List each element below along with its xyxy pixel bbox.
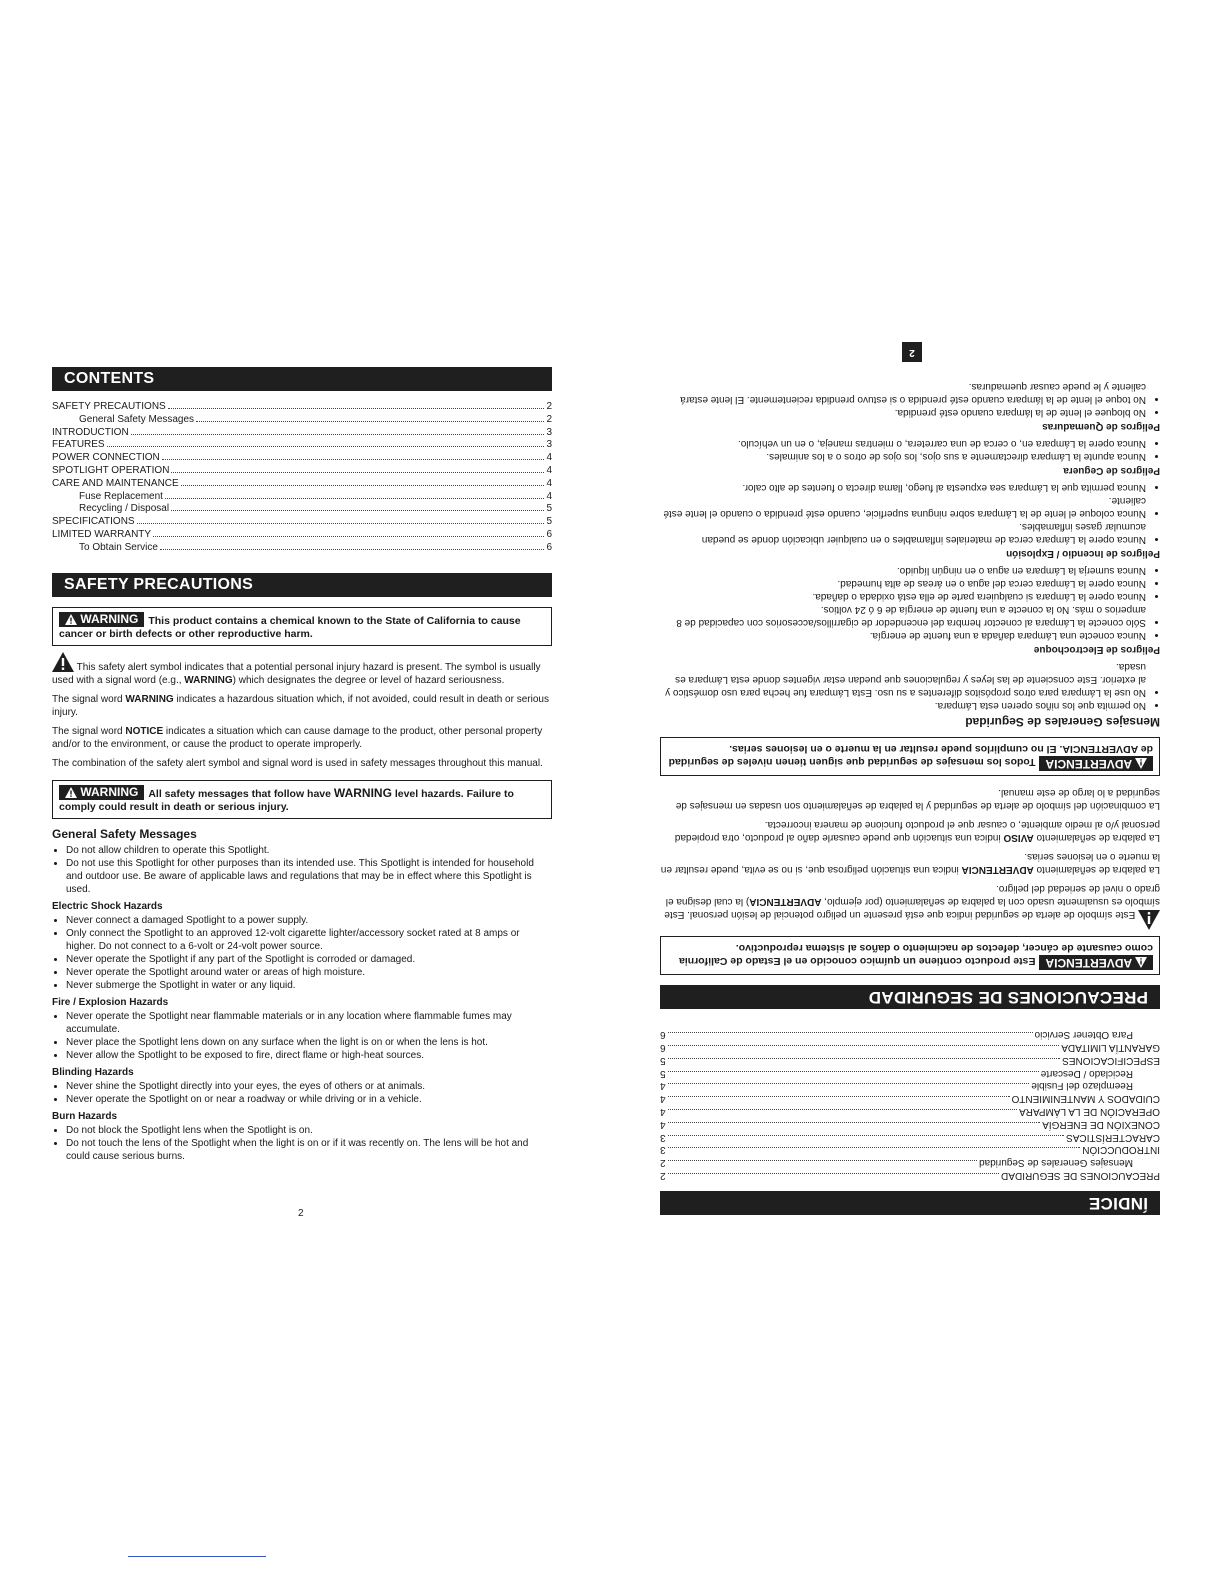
toc-entry-label: SPECIFICATIONS <box>52 516 135 528</box>
todos-word: ADVERTENCIA <box>1062 743 1139 756</box>
toc-leader-dots <box>181 485 545 486</box>
senal-advertencia-word: ADVERTENCIA <box>961 864 1034 876</box>
toc-entry-page: 3 <box>546 426 552 438</box>
toc-entry[interactable] <box>52 452 552 465</box>
alerta-text-2: ) la cual designa el grado o nivel de seriedad del peligro. <box>665 883 1160 908</box>
toc-entry-label: SAFETY PRECAUTIONS <box>52 401 166 412</box>
toc-leader-dots <box>668 1147 1081 1148</box>
link-underline <box>128 1556 266 1557</box>
alert-triangle-icon <box>1135 957 1147 968</box>
toc-entry-page: 6 <box>660 1029 666 1041</box>
toc-entry-page: 5 <box>546 503 552 515</box>
list-item: • No bloquee el lente de la lámpara cuando esté prendida. <box>660 406 1146 419</box>
toc-entry-label: ESPECIFICACIONES <box>1062 1054 1160 1066</box>
list-item: • Never allow the Spotlight to be exposed to fire, direct flame or high-heat sources. <box>66 1049 552 1062</box>
list-item: • Nunca sumerja la Lámpara en agua o en ningún líquido. <box>660 564 1146 577</box>
list-item: • Do not allow children to operate this Spotlight. <box>66 844 552 857</box>
list-item: • Nunca opere la Lámpara cerca del agua o en áreas de alta humedad. <box>660 577 1146 590</box>
alert-symbol-word: WARNING <box>184 674 233 686</box>
toc-entry[interactable] <box>52 427 552 440</box>
toc-leader-dots <box>153 536 544 537</box>
toc-entry-page: 4 <box>546 490 552 502</box>
toc-entry[interactable] <box>660 1091 1160 1104</box>
toc-entry-label: Mensajes Generales de Seguridad <box>979 1157 1133 1169</box>
toc-entry[interactable] <box>660 1168 1160 1181</box>
toc-leader-dots <box>668 1122 1041 1123</box>
toc-leader-dots <box>668 1071 1039 1072</box>
toc-entry-page: 6 <box>546 541 552 553</box>
toc-leader-dots <box>668 1083 1030 1084</box>
toc-entry-label: Fuse Replacement <box>79 490 163 502</box>
general-safety-title: General Safety Messages <box>52 826 197 841</box>
senal-advertencia-paragraph <box>660 850 1160 876</box>
warning-badge <box>59 785 144 800</box>
safety-alert-symbol-icon <box>52 652 74 672</box>
toc-entry-page: 6 <box>660 1042 666 1054</box>
toc-entry-page: 2 <box>546 401 552 412</box>
alert-symbol-text-2: ) which designates the degree or level of hazard seriousness. <box>232 674 505 686</box>
toc-entry-page: 5 <box>660 1054 666 1066</box>
fire-explosion-title: Fire / Explosion Hazards <box>52 996 169 1008</box>
toc-entry-page: 3 <box>660 1131 666 1143</box>
toc-entry-label: CONEXIÓN DE ENERGÍA <box>1042 1118 1160 1130</box>
list-item: • Never shine the Spotlight directly into your eyes, the eyes of others or at animals. <box>66 1080 552 1093</box>
toc-leader-dots <box>171 510 544 511</box>
page-number: 2 <box>298 1208 304 1219</box>
signal-warning-word: WARNING <box>125 693 174 705</box>
list-item: • Nunca opere la Lámpara cerca de materiales inflamables o en cualquier ubicación donde se puedan acumular gases inflamables. <box>660 520 1146 546</box>
toc-leader-dots <box>168 408 545 409</box>
warning2-word: WARNING <box>333 785 392 800</box>
burn-title: Burn Hazards <box>52 1110 118 1122</box>
toc-entry[interactable] <box>660 1027 1160 1040</box>
todos-mensajes-box <box>660 737 1160 776</box>
toc-entry-label: LIMITED WARRANTY <box>52 528 152 540</box>
list-item: • Never submerge the Spotlight in water or any liquid. <box>66 979 552 992</box>
burn-list <box>52 1124 552 1163</box>
electrochoque-list <box>660 564 1160 642</box>
list-item: • Never operate the Spotlight if any part of the Spotlight is corroded or damaged. <box>66 953 552 966</box>
toc-leader-dots <box>668 1135 1065 1136</box>
toc-entry-page: 5 <box>660 1067 666 1079</box>
toc-entry-label: OPERACIÓN DE LA LÁMPARA <box>1019 1106 1160 1118</box>
page-number-box: 2 <box>902 342 922 362</box>
senal-aviso-paragraph <box>660 818 1160 844</box>
incendio-title: Peligros de Incendio / Explosión <box>1006 548 1160 560</box>
toc-entry[interactable] <box>660 1040 1160 1053</box>
senal-aviso-text-2: indica una situación que puede causarle daño al producto, otra propiedad personal y/o al medio ambiente, o causar que el producto funcione de manera incorrecta. <box>674 819 1160 844</box>
toc-entry-label: CARACTERÍSTICAS <box>1066 1131 1160 1143</box>
toc-leader-dots <box>107 446 545 447</box>
indice-header: ÍNDICE <box>660 1191 1160 1215</box>
toc-entry[interactable] <box>660 1155 1160 1168</box>
safety-alert-symbol-icon <box>1138 910 1160 930</box>
toc-entry[interactable] <box>660 1079 1160 1092</box>
blinding-list <box>52 1080 552 1106</box>
signal-warning-text-1: The signal word <box>52 693 126 705</box>
list-item: • Nunca conecte una Lámpara dañada a una fuente de energía. <box>660 629 1146 642</box>
toc-entry[interactable] <box>52 529 552 542</box>
warning-badge-label: WARNING <box>80 611 139 626</box>
toc-entry-label: INTRODUCCIÓN <box>1082 1144 1160 1156</box>
toc-entry-label: Para Obtener Servicio <box>1034 1029 1133 1041</box>
toc-entry-label: Reemplazo del Fusible <box>1031 1080 1133 1092</box>
toc-leader-dots <box>668 1109 1017 1110</box>
list-item: • Never connect a damaged Spotlight to a power supply. <box>66 914 552 927</box>
list-item: • Nunca permita que la Lámpara sea expuesta al fuego, llama directa o fuentes de alto calor. <box>660 481 1146 494</box>
toc-entry-label: PRECAUCIONES DE SEGURIDAD <box>1001 1170 1160 1181</box>
toc-leader-dots <box>162 459 545 460</box>
toc-leader-dots <box>131 434 545 435</box>
toc-entry-page: 4 <box>546 477 552 489</box>
list-item: • Never place the Spotlight lens down on any surface when the light is on or when the lens is hot. <box>66 1036 552 1049</box>
list-item: • Do not use this Spotlight for other purposes than its intended use. This Spotlight is intended for household and outdoor use. Be aware of applicable laws and regulations that may be in effect where this Spotlight is used. <box>66 857 552 896</box>
senal-aviso-text-1: La palabra de señalamiento <box>1033 832 1160 844</box>
toc-entry[interactable] <box>52 542 552 555</box>
toc-entry-label: Reciclado / Descarte <box>1040 1067 1133 1079</box>
toc-entry-page: 3 <box>546 439 552 451</box>
toc-entry-label: INTRODUCTION <box>52 426 129 438</box>
signal-notice-text-2: indicates a situation which can cause damage to the product, other personal property and/or to the environment, or cause the product to operate improperly. <box>52 725 543 750</box>
warning-badge-label: WARNING <box>80 784 139 799</box>
fire-explosion-list <box>52 1010 552 1062</box>
alerta-text-1: Este símbolo de alerta de seguridad indica que está presente un peligro potencial de lesión personal. Este símbolo es usualmente usado con la palabra de señalamiento (por ejemplo, <box>664 896 1160 921</box>
senal-advertencia-text-1: La palabra de señalamiento <box>1033 864 1160 876</box>
toc-entry[interactable] <box>52 465 552 478</box>
list-item: • No use la Lámpara para otros propósitos diferentes a su uso. Esta Lámpara fue hecha para uso doméstico y al exterior. Este consciente de las leyes y regulaciones que puedan estar vigentes donde esta Lámpara es usada. <box>660 660 1146 699</box>
alert-triangle-icon <box>1135 758 1147 769</box>
toc-entry-label: To Obtain Service <box>79 541 158 553</box>
california-advertencia-text: Este producto contiene un químico conocido en el Estado de California como causante de cáncer, defectos de nacimiento o daños al sistema reproductivo. <box>678 942 1153 968</box>
toc-entry-page: 4 <box>660 1118 666 1130</box>
toc-entry-label: POWER CONNECTION <box>52 452 160 464</box>
toc-entry-label: CUIDADOS Y MANTENIMIENTO <box>1011 1093 1160 1105</box>
toc-entry-page: 5 <box>546 516 552 528</box>
combinacion-paragraph: La combinación del símbolo de alerta de seguridad y la palabra de señalamiento son usadas en mensajes de seguridad a lo largo de este manual. <box>675 787 1160 812</box>
toc-entry-page: 3 <box>660 1144 666 1156</box>
warning2-text-2: level hazards. Failure to comply could result in death or serious injury. <box>59 787 514 813</box>
list-item: • Never operate the Spotlight around water or areas of high moisture. <box>66 966 552 979</box>
list-item: • No permita que los niños operen esta Lámpara. <box>660 699 1146 712</box>
california-warning-text: This product contains a chemical known to the State of California to cause cancer or birth defects or other reproductive harm. <box>59 614 521 640</box>
toc-entry-page: 2 <box>546 413 552 425</box>
toc-leader-dots <box>668 1058 1061 1059</box>
toc-entry-page: 4 <box>546 452 552 464</box>
toc-entry[interactable] <box>52 414 552 427</box>
toc-leader-dots <box>196 421 544 422</box>
quemaduras-list <box>660 380 1160 419</box>
toc-leader-dots <box>668 1096 1010 1097</box>
toc-entry-page: 6 <box>546 528 552 540</box>
warning-badge <box>59 612 144 627</box>
toc-entry-page: 2 <box>660 1170 666 1181</box>
advertencia-badge <box>1039 756 1153 771</box>
toc-leader-dots <box>165 498 545 499</box>
alert-triangle-icon <box>65 787 77 798</box>
electric-shock-list <box>52 914 552 992</box>
toc-entry-label: SPOTLIGHT OPERATION <box>52 464 170 476</box>
indice-table <box>660 1027 1160 1181</box>
combination-paragraph: The combination of the safety alert symbol and signal word is used in safety messages throughout this manual. <box>52 757 543 769</box>
toc-entry[interactable] <box>660 1066 1160 1079</box>
electric-shock-title: Electric Shock Hazards <box>52 900 163 912</box>
incendio-list <box>660 481 1160 546</box>
toc-entry[interactable] <box>660 1143 1160 1156</box>
spanish-page-rotated <box>660 345 1160 1215</box>
list-item: • No toque el lente de la lámpara cuando esté prendida o si estuvo prendida recientemente. El lente estará caliente y le puede causar quemaduras. <box>660 380 1146 406</box>
alert-symbol-text-1: This safety alert symbol indicates that a potential personal injury hazard is present. The symbol is usually used with a signal word (e.g., <box>52 661 541 686</box>
california-advertencia-box <box>660 936 1160 975</box>
list-item: • Nunca apunte la Lámpara directamente a sus ojos, los ojos de otros o a los animales. <box>660 450 1146 463</box>
california-warning-box <box>52 607 552 646</box>
toc-entry-label: FEATURES <box>52 439 105 451</box>
list-item: • Never operate the Spotlight on or near a roadway or while driving or in a vehicle. <box>66 1093 552 1106</box>
ceguera-list <box>660 437 1160 463</box>
toc-entry-page: 4 <box>660 1106 666 1118</box>
signal-notice-paragraph <box>52 725 552 751</box>
toc-entry[interactable] <box>52 491 552 504</box>
alerta-paragraph <box>660 882 1160 930</box>
toc-leader-dots <box>137 523 545 524</box>
alerta-word: ADVERTENCIA <box>749 896 822 908</box>
list-item: • Only connect the Spotlight to an approved 12-volt cigarette lighter/accessory socket rated at 8 amps or higher. Do not connect to a 6-volt or 24-volt power source. <box>66 927 552 953</box>
contents-header: CONTENTS <box>52 367 552 391</box>
alert-triangle-icon <box>65 614 77 625</box>
toc-entry[interactable] <box>52 516 552 529</box>
all-messages-warning-box <box>52 780 552 819</box>
blinding-title: Blinding Hazards <box>52 1066 134 1078</box>
signal-warning-text-2: indicates a hazardous situation which, if not avoided, could result in death or serious injury. <box>52 693 549 718</box>
alert-symbol-paragraph <box>52 652 552 687</box>
toc-entry-label: General Safety Messages <box>79 413 195 425</box>
toc-entry[interactable] <box>52 439 552 452</box>
english-page <box>52 367 552 1163</box>
list-item: • Sólo conecte la Lámpara al conector hembra del encendedor de cigarrillos/accesorios con capacidad de 8 amperios o más. No la conecte a una fuente de energía de 6 ó 24 voltios. <box>660 603 1146 629</box>
toc-entry-page: 4 <box>660 1093 666 1105</box>
list-item: • Do not touch the lens of the Spotlight when the light is on or if it was recently on. The lens will be hot and could cause serious burns. <box>66 1137 552 1163</box>
toc-entry[interactable] <box>660 1053 1160 1066</box>
toc-leader-dots <box>668 1173 1000 1174</box>
toc-leader-dots <box>668 1160 977 1161</box>
signal-warning-paragraph <box>52 693 552 719</box>
warning2-text-1: All safety messages that follow have <box>148 787 334 800</box>
todos-text-2: . El no cumplirlos puede resultar en la muerte o en lesiones serias. <box>729 743 1063 756</box>
general-safety-list <box>52 844 552 896</box>
list-item: • Do not block the Spotlight lens when the Spotlight is on. <box>66 1124 552 1137</box>
list-item: • Never operate the Spotlight near flammable materials or in any location where flammable fumes may accumulate. <box>66 1010 552 1036</box>
toc-leader-dots <box>171 472 544 473</box>
toc-entry-label: Recycling / Disposal <box>79 503 170 515</box>
signal-notice-text-1: The signal word <box>52 725 126 737</box>
precauciones-header: PRECAUCIONES DE SEGURIDAD <box>660 985 1160 1009</box>
toc-entry-page: 2 <box>660 1157 666 1169</box>
toc-leader-dots <box>668 1045 1060 1046</box>
toc-entry[interactable] <box>660 1104 1160 1117</box>
list-item: • Nunca coloque el lente de la Lámpara sobre ninguna superficie, cuando esté prendida o cuando el lente esté caliente. <box>660 494 1146 520</box>
quemaduras-title: Peligros de Quemaduras <box>1042 421 1160 433</box>
ceguera-title: Peligros de Ceguera <box>1063 465 1160 477</box>
advertencia-badge-label: ADVERTENCIA <box>1045 757 1133 772</box>
toc-entry[interactable] <box>52 503 552 516</box>
toc-entry-page: 4 <box>660 1080 666 1092</box>
toc-leader-dots <box>160 549 545 550</box>
electrochoque-title: Peligros de Electrochoque <box>1033 644 1160 656</box>
signal-notice-word: NOTICE <box>125 725 164 737</box>
toc-entry[interactable] <box>660 1130 1160 1143</box>
toc-entry-label: GARANTÍA LIMITADA <box>1061 1042 1160 1054</box>
safety-precautions-header: SAFETY PRECAUTIONS <box>52 573 552 597</box>
toc-entry[interactable] <box>52 478 552 491</box>
senal-aviso-word: AVISO <box>1003 832 1034 844</box>
toc-entry[interactable] <box>660 1117 1160 1130</box>
list-item: • Nunca opere la Lámpara en, o cerca de una carretera, o mientras maneja, o en un vehículo. <box>660 437 1146 450</box>
todos-text-1: Todos los mensajes de seguridad que siguen tienen niveles de seguridad de <box>668 743 1153 769</box>
table-of-contents <box>52 401 552 555</box>
mensajes-generales-title: Mensajes Generales de Seguridad <box>965 715 1160 730</box>
toc-entry[interactable] <box>52 401 552 414</box>
toc-entry-label: CARE AND MAINTENANCE <box>52 477 179 489</box>
advertencia-badge-label: ADVERTENCIA <box>1045 956 1133 971</box>
advertencia-badge <box>1039 955 1153 970</box>
mensajes-generales-list <box>660 660 1160 712</box>
senal-advertencia-text-2: indica una situación peligrosa que, si no se evita, puede resultar en la muerte o en lesiones serias. <box>660 851 1160 876</box>
toc-leader-dots <box>668 1032 1033 1033</box>
list-item: • Nunca opere la Lámpara si cualquiera parte de ella está oxidada o dañada. <box>660 590 1146 603</box>
toc-entry-page: 4 <box>546 464 552 476</box>
